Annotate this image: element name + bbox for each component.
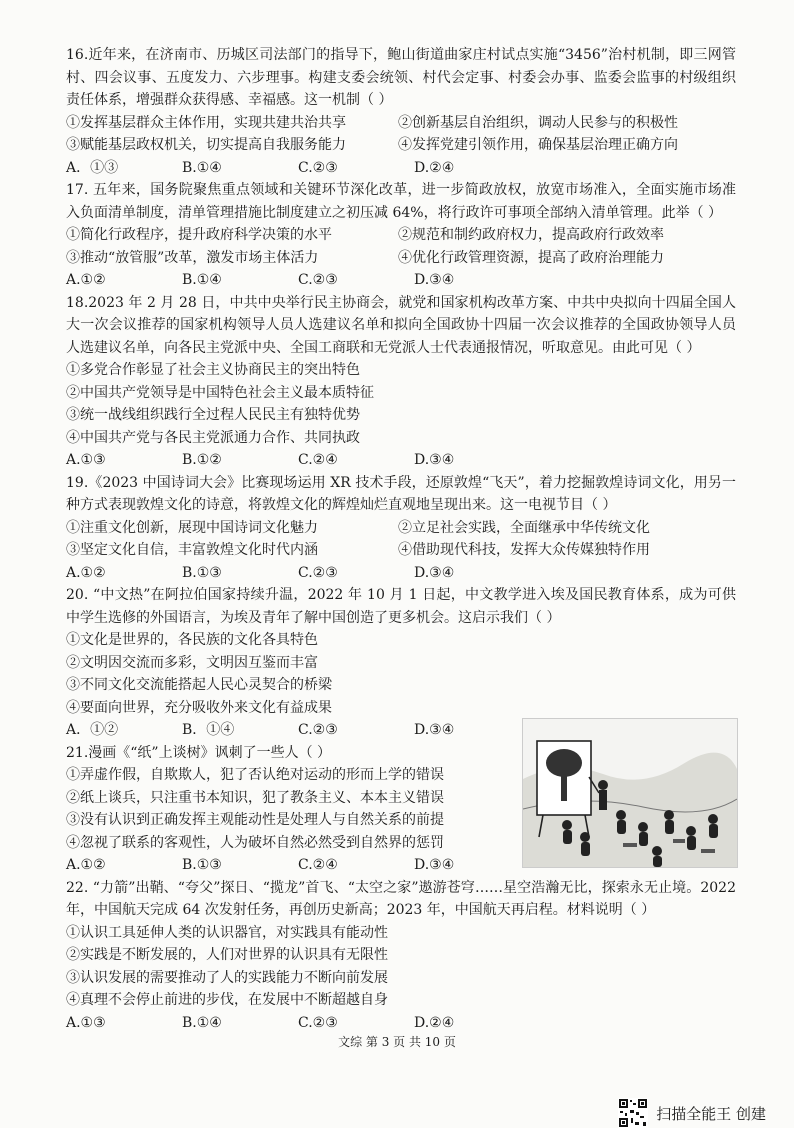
option-3: ③赋能基层政权机关，切实提高自我服务能力 xyxy=(66,137,346,153)
answer-a: A．①② xyxy=(66,722,119,738)
answer-b: B.①③ xyxy=(182,564,222,581)
option-2: ②文明因交流而多彩，文明因互鉴而丰富 xyxy=(66,654,318,671)
question-16 xyxy=(66,44,736,179)
answer-d: D.②④ xyxy=(414,159,455,176)
answer-c: C.②③ xyxy=(298,564,338,581)
option-3: ③不同文化交流能搭起人民心灵契合的桥梁 xyxy=(66,677,332,693)
answer-a: A．①③ xyxy=(66,159,119,176)
option-3: ③统一战线组织践行全过程人民民主有独特优势 xyxy=(66,407,360,423)
option-2: ②创新基层自治组织，调动人民参与的积极性 xyxy=(398,114,678,131)
option-2: ②纸上谈兵，只注重书本知识，犯了教条主义、本本主义错误 xyxy=(66,789,444,806)
option-3: ③坚定文化自信，丰富敦煌文化时代内涵 xyxy=(66,542,318,558)
question-19 xyxy=(66,472,736,585)
option-2: ②立足社会实践，全面继承中华传统文化 xyxy=(398,519,650,536)
answer-d: D.③④ xyxy=(414,857,455,873)
cartoon-drawing xyxy=(523,719,737,867)
answer-c: C.②③ xyxy=(298,722,338,738)
answer-a: A.①② xyxy=(66,564,106,581)
answer-a: A.①② xyxy=(66,857,106,873)
cartoon-image xyxy=(522,718,738,868)
question-stem: 21.漫画《“纸”上谈树》讽刺了一些人（ ） xyxy=(66,744,332,761)
answer-c: C.②④ xyxy=(298,857,338,873)
question-22 xyxy=(66,877,736,1035)
answer-b: B.①④ xyxy=(182,1014,222,1031)
option-1: ①多党合作彰显了社会主义协商民主的突出特色 xyxy=(66,362,360,378)
question-18 xyxy=(66,292,736,472)
option-3: ③认识发展的需要推动了人的实践能力不断向前发展 xyxy=(66,969,388,986)
option-4: ④优化行政管理资源，提高了政府治理能力 xyxy=(398,249,664,266)
answer-b: B.①③ xyxy=(182,857,222,873)
answer-d: D.③④ xyxy=(414,452,455,468)
answer-c: C.②③ xyxy=(298,159,338,176)
option-1: ①文化是世界的，各民族的文化各具特色 xyxy=(66,632,318,648)
option-1: ①简化行政程序，提升政府科学决策的水平 xyxy=(66,227,332,243)
option-4: ④借助现代科技，发挥大众传媒独特作用 xyxy=(398,542,650,558)
answer-d: D.②④ xyxy=(414,1014,455,1031)
question-stem: 19.《2023 中国诗词大会》比赛现场运用 XR 技术手段，还原敦煌“飞天”，着力挖掘敦煌诗词文化，用另一种方式表现敦煌文化的诗意，将敦煌文化的辉煌灿烂直观地呈现出来。这一电视节目（ ） xyxy=(66,474,736,513)
page-footer: 文综 第 3 页 共 10 页 xyxy=(338,1035,456,1049)
question-stem: 20. “中文热”在阿拉伯国家持续升温，2022 年 10 月 1 日起，中文教学进入埃及国民教育体系，成为可供中学生选修的外国语言，为埃及青年了解中国创造了更多机会。这启示我们（ ） xyxy=(66,587,736,626)
answer-c: C.②③ xyxy=(298,1014,338,1031)
option-2: ②中国共产党领导是中国特色社会主义最本质特征 xyxy=(66,384,374,401)
question-17 xyxy=(66,179,736,292)
answer-d: D.③④ xyxy=(414,272,455,288)
option-1: ①认识工具延伸人类的认识器官，对实践具有能动性 xyxy=(66,924,388,941)
answer-c: C.②③ xyxy=(298,272,338,288)
option-2: ②实践是不断发展的，人们对世界的认识具有无限性 xyxy=(66,947,388,963)
option-4: ④忽视了联系的客观性，人为破坏自然必然受到自然界的惩罚 xyxy=(66,834,444,851)
question-stem: 22. “力箭”出鞘、“夸父”探日、“揽龙”首飞、“太空之家”遨游苍穹……星空浩瀚无比，探索永无止境。2022 年，中国航天完成 64 次发射任务，再创历史新高；2023 年，中国航天再启程。材料说明（ ） xyxy=(66,879,736,918)
scanner-label: 扫描全能王 创建 xyxy=(656,1104,766,1123)
answer-a: A.①② xyxy=(66,272,106,288)
answer-a: A.①③ xyxy=(66,1014,106,1031)
answer-d: D.③④ xyxy=(414,564,455,581)
question-stem: 18.2023 年 2 月 28 日，中共中央举行民主协商会，就党和国家机构改革方案、中共中央拟向十四届全国人大一次会议推荐的国家机构领导人员人选建议名单和拟向全国政协十四届一次会议推荐的全国政协领导人员人选建议名单，向各民主党派中央、全国工商联和无党派人士代表通报情况，听取意见。由此可见（ ） xyxy=(66,294,736,356)
option-4: ④要面向世界，充分吸收外来文化有益成果 xyxy=(66,699,332,716)
answer-d: D.③④ xyxy=(414,722,455,738)
option-2: ②规范和制约政府权力，提高政府行政效率 xyxy=(398,227,664,243)
option-3: ③没有认识到正确发挥主观能动性是处理人与自然关系的前提 xyxy=(66,812,444,828)
question-stem: 17. 五年来，国务院聚焦重点领域和关键环节深化改革，进一步简政放权，放宽市场准入，全面实施市场准入负面清单制度，清单管理措施比制度建立之初压减 64%，将行政许可事项全部纳入清单管理。此举（ ） xyxy=(66,182,736,221)
option-1: ①弄虚作假，自欺欺人，犯了否认绝对运动的形而上学的错误 xyxy=(66,767,444,783)
answer-c: C.②④ xyxy=(298,452,338,468)
option-1: ①注重文化创新，展现中国诗词文化魅力 xyxy=(66,519,318,536)
question-stem: 16.近年来，在济南市、历城区司法部门的指导下，鲍山街道曲家庄村试点实施“3456”治村机制，即三网管村、四会议事、五度发力、六步理事。构建支委会统领、村代会定事、村委会办事、监委会监事的村级组织责任体系，增强群众获得感、幸福感。这一机制（ ） xyxy=(66,47,736,108)
option-4: ④真理不会停止前进的步伐，在发展中不断超越自身 xyxy=(66,992,388,1008)
option-1: ①发挥基层群众主体作用，实现共建共治共享 xyxy=(66,114,346,131)
question-21 xyxy=(66,742,736,877)
answer-b: B．①④ xyxy=(182,722,235,738)
option-4: ④中国共产党与各民主党派通力合作、共同执政 xyxy=(66,429,360,446)
answer-b: B.①④ xyxy=(182,272,222,288)
option-3: ③推动“放管服”改革，激发市场主体活力 xyxy=(66,249,319,266)
answer-b: B.①④ xyxy=(182,159,222,176)
answer-b: B.①② xyxy=(182,452,222,468)
exam-page xyxy=(66,44,736,1034)
answer-a: A.①③ xyxy=(66,452,106,468)
option-4: ④发挥党建引领作用，确保基层治理正确方向 xyxy=(398,137,678,153)
